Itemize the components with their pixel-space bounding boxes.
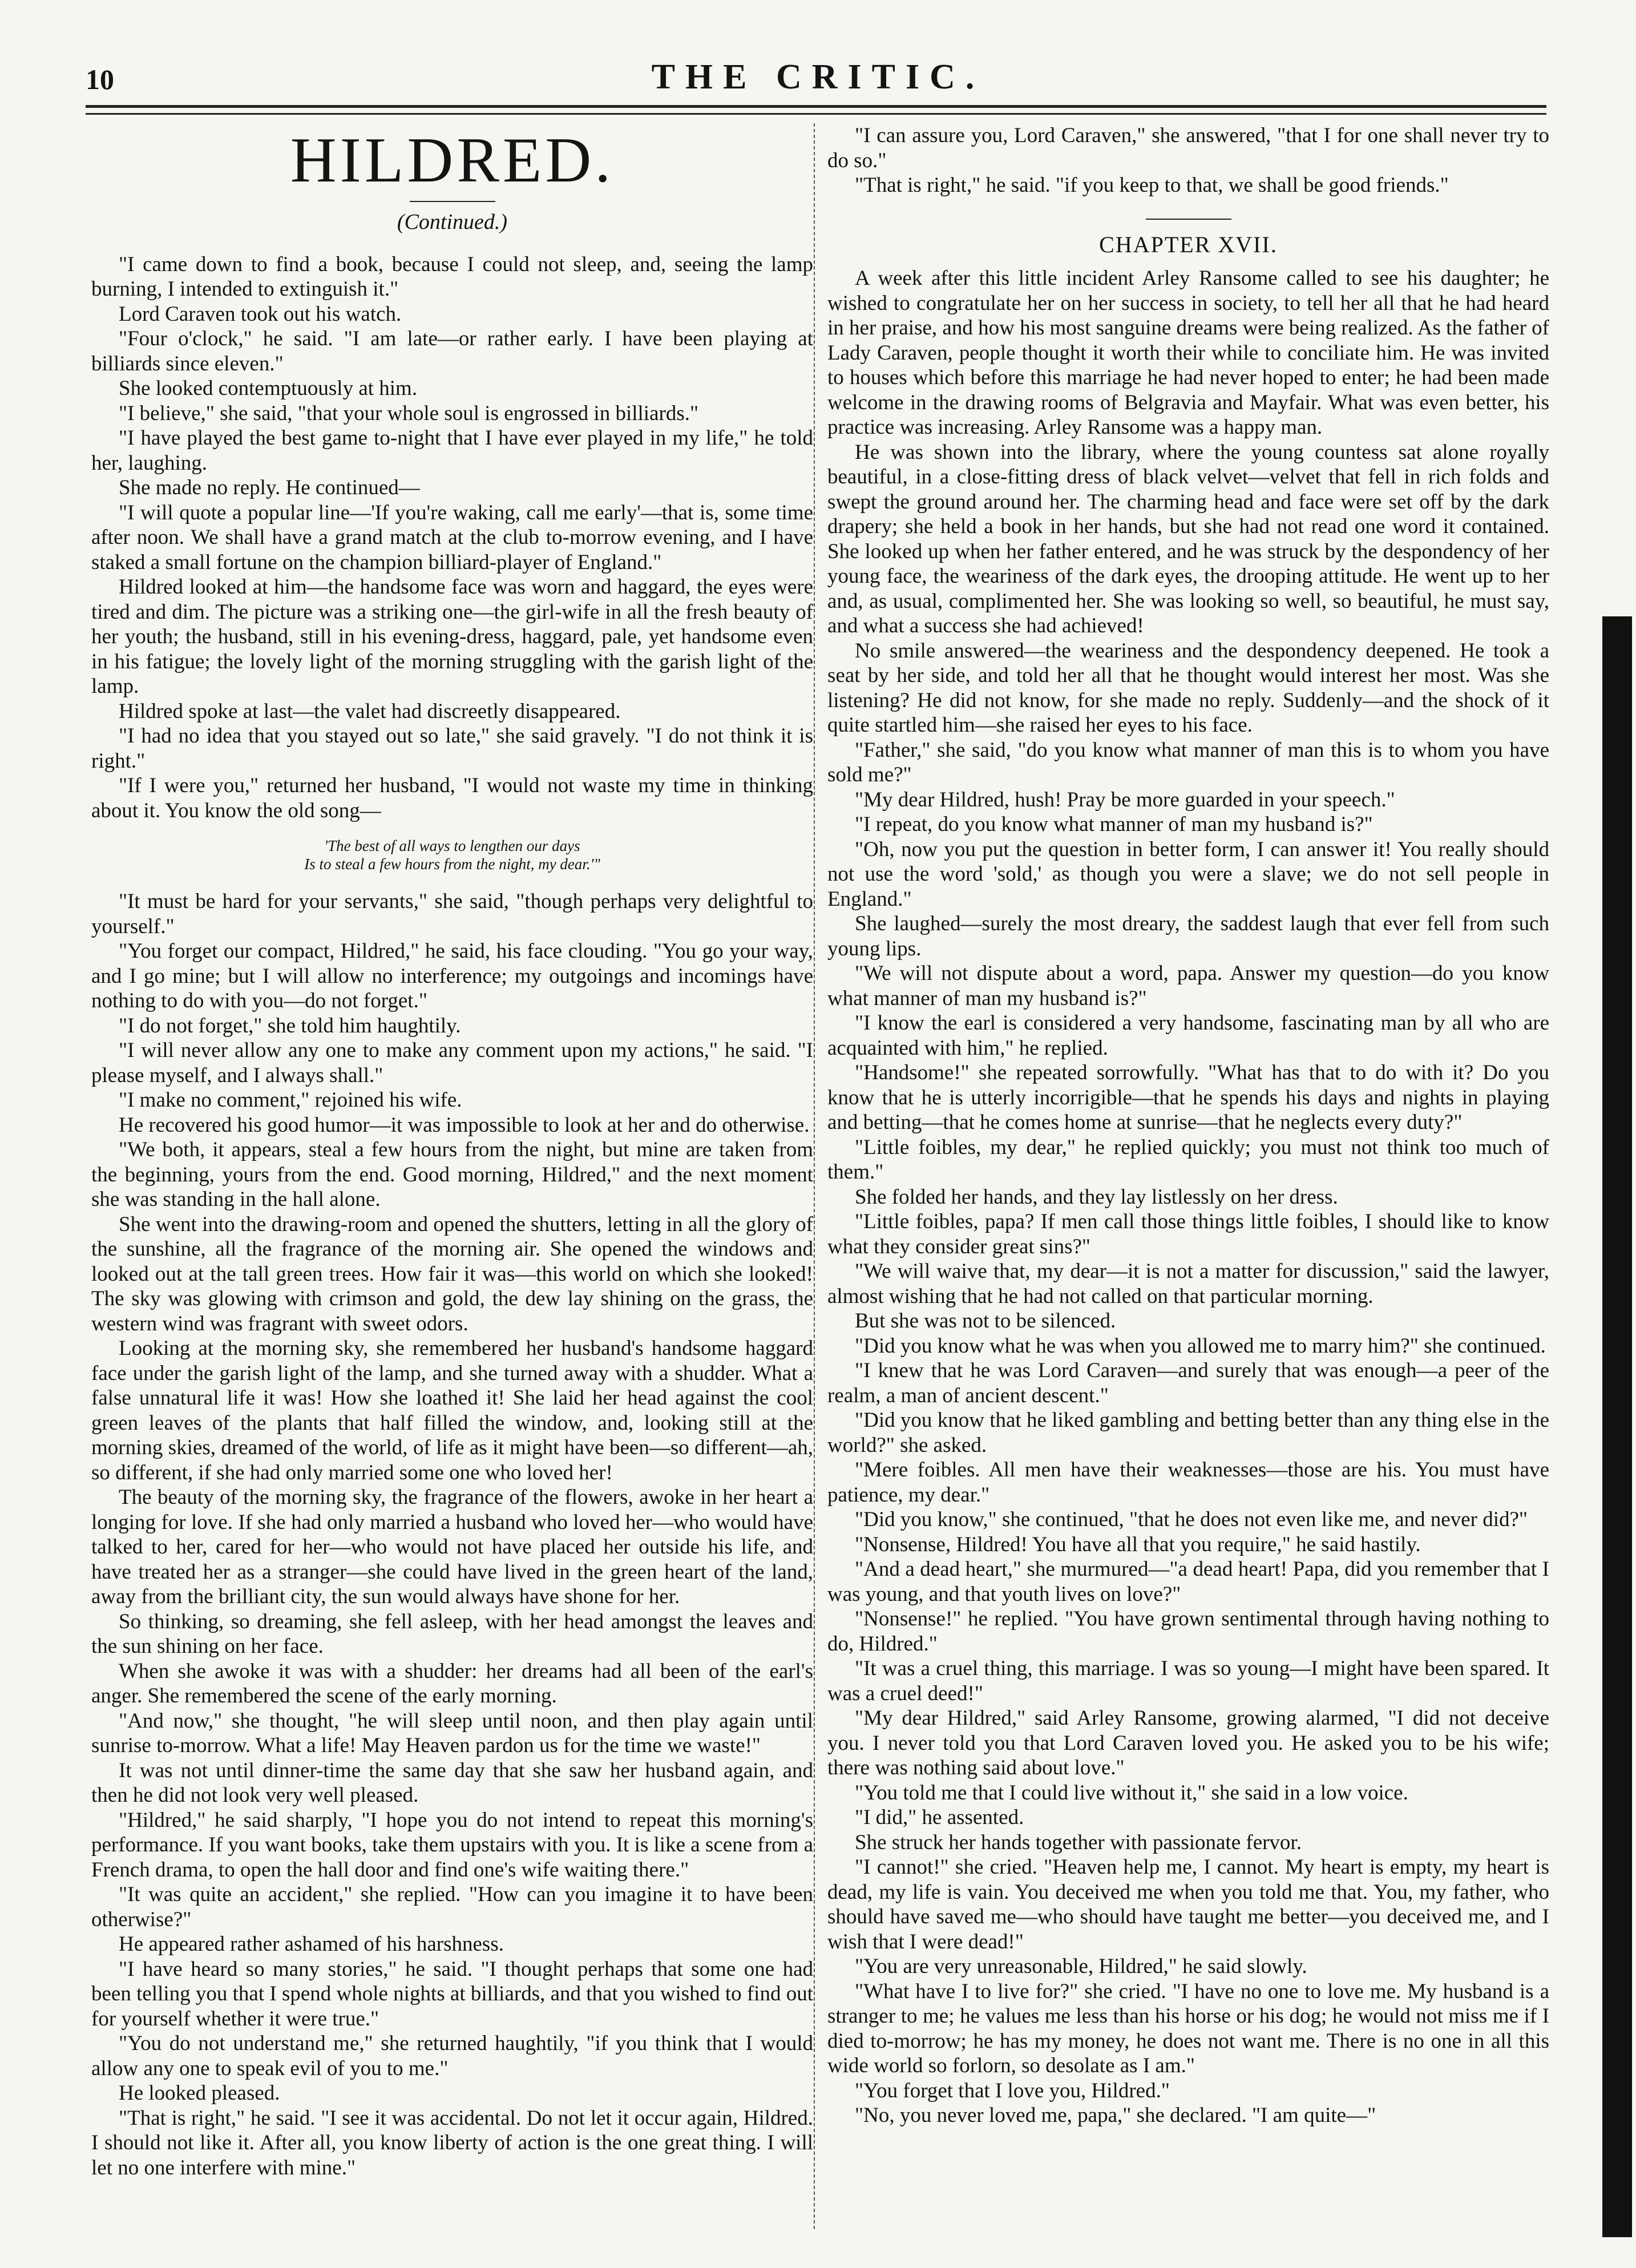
paragraph: He looked pleased. [119,2081,280,2105]
paragraph: "I came down to find a book, because I could not sleep, and, seeing the lamp burning, I intended to extinguish it." [91,252,813,301]
right-column [827,123,1549,2128]
paragraph: She laughed—surely the most dreary, the saddest laugh that ever fell from such young lips. [827,912,1549,961]
right-paragraphs-before-chapter [827,123,1549,198]
paragraph: "You do not understand me," she returned haughtily, "if you think that I would allow any one to speak evil of you to me." [91,2032,813,2080]
page-number: 10 [86,63,114,95]
continued-note: (Continued.) [397,210,508,234]
paragraph: "And a dead heart," she murmured—"a dead heart! Papa, did you remember that I was young, and that youth lives on love?" [827,1557,1549,1606]
paragraph: "Handsome!" she repeated sorrowfully. "What has that to do with it? Do you know that he is utterly incorrigible—that he spends his days and nights in playing and betting—that he comes home at sunrise—that he neglects every duty?" [827,1061,1549,1134]
publication-title: THE CRITIC. [651,58,985,96]
paragraph: "What have I to live for?" she cried. "I have no one to love me. My husband is a stranger to me; he values me less than his horse or his dog; he would not miss me if I died to-morrow; he has my money, he does not want me. There is no one in all this wide world so forlorn, so desolate as I am." [827,1979,1549,2077]
paragraph: When she awoke it was with a shudder: her dreams had all been of the earl's anger. She remembered the scene of the early morning. [91,1659,813,1708]
paragraph: Lord Caraven took out his watch. [119,302,402,326]
paragraph: "I repeat, do you know what manner of man my husband is?" [855,813,1373,836]
paragraph: "That is right," he said. "if you keep to that, we shall be good friends." [855,173,1449,197]
paragraph: She went into the drawing-room and opened the shutters, letting in all the glory of the sunshine, all the fragrance of the morning air. She opened the windows and looked out at the tall green trees. How fair it was—this world on which she looked! The sky was glowing with crimson and gold, the dew lay shining on the grass, the western wind was fragrant with sweet odors. [91,1212,813,1335]
header-rule-thick [86,105,1546,108]
paragraph: "I have played the best game to-night that I have ever played in my life," he told her, laughing. [91,426,813,475]
chapter-heading: CHAPTER XVII. [1099,231,1278,257]
paragraph: Hildred looked at him—the handsome face was worn and haggard, the eyes were tired and dim. The picture was a striking one—the girl-wife in all the fresh beauty of her youth; the husband, still in his evening-dress, haggard, pale, yet handsome even in his fatigue; the lovely light of the morning struggling with the garish light of the lamp. [91,575,813,698]
paragraph: "I had no idea that you stayed out so late," she said gravely. "I do not think it is right." [91,724,813,773]
paragraph: "My dear Hildred," said Arley Ransome, growing alarmed, "I did not deceive you. I never told you that Lord Caraven loved you. He asked you to be his wife; there was nothing said about love." [827,1706,1549,1779]
paragraph: "We will not dispute about a word, papa. Answer my question—do you know what manner of man my husband is?" [827,962,1549,1010]
paragraph: "You told me that I could live without it," she said in a low voice. [855,1781,1408,1805]
paragraph: "I will quote a popular line—'If you're waking, call me early'—that is, some time after noon. We shall have a grand match at the club to-morrow evening, and I have staked a small fortune on the champion billiard-player of England." [91,501,813,574]
paragraph: A week after this little incident Arley Ransome called to see his daughter; he wished to congratulate her on her success in society, to tell her all that he had heard in her praise, and how his most sanguine dreams were being realized. As the father of Lady Caraven, people thought it worth their while to conciliate him. He was invited to houses which before this marriage he had never hoped to enter; he had been made welcome in the drawing rooms of Belgravia and Mayfair. What was even better, his practice was increasing. Arley Ransome was a happy man. [827,267,1549,439]
paragraph: So thinking, so dreaming, she fell asleep, with her head amongst the leaves and the sun shining on her face. [91,1609,813,1658]
paragraph: "You forget that I love you, Hildred." [855,2079,1170,2102]
paragraph: "I will never allow any one to make any comment upon my actions," he said. "I please myself, and I always shall." [91,1039,813,1087]
paragraph: "I believe," she said, "that your whole soul is engrossed in billiards." [119,401,699,425]
left-column [91,123,813,2180]
left-paragraphs-after-verse [91,889,813,2180]
paragraph: "No, you never loved me, papa," she declared. "I am quite—" [855,2104,1376,2127]
paragraph: She looked contemptuously at him. [119,377,418,400]
paragraph: "Little foibles, papa? If men call those things little foibles, I should like to know what they consider great sins?" [827,1210,1549,1258]
scan-edge-shadow [1602,616,1632,2237]
paragraph: "Little foibles, my dear," he replied quickly; you must not think too much of them." [827,1135,1549,1184]
paragraph: "Oh, now you put the question in better form, I can answer it! You really should not use the word 'sold,' as though you were a slave; we do not sell people in England." [827,837,1549,911]
paragraph: He was shown into the library, where the young countess sat alone royally beautiful, in a close-fitting dress of black velvet—velvet that fell in rich folds and swept the ground around her. The charming head and face were set off by the dark drapery; she held a book in her hands, but she had not read one word it contained. She looked up when her father entered, and he was struck by the despondency of her young face, the weariness of the dark eyes, the drooping attitude. He went up to her and, as usual, complimented her. She was looking so well, so beautiful, he must say, and what a success she had achieved! [827,440,1549,637]
paragraph: She struck her hands together with passionate fervor. [855,1830,1302,1854]
paragraph: He appeared rather ashamed of his harshness. [119,1932,504,1956]
verse-line: 'The best of all ways to lengthen our days [324,837,580,854]
title-rule [410,201,495,202]
verse-line: Is to steal a few hours from the night, my dear.'" [304,855,600,873]
paragraph: "It was quite an accident," she replied. "How can you imagine it to have been otherwise?" [91,1883,813,1931]
paragraph: "We both, it appears, steal a few hours from the night, but mine are taken from the beginning, yours from the end. Good morning, Hildred," and the next moment she was standing in the hall alone. [91,1138,813,1211]
paragraph: "You forget our compact, Hildred," he said, his face clouding. "You go your way, and I go mine; but I will allow no interference; my outgoings and incomings have nothing to do with you—do not forget." [91,939,813,1012]
paragraph: "I know the earl is considered a very handsome, fascinating man by all who are acquainted with him," he replied. [827,1011,1549,1060]
paragraph: "My dear Hildred, hush! Pray be more guarded in your speech." [855,788,1395,812]
chapter-rule [1146,219,1231,220]
paragraph: "Did you know what he was when you allowed me to marry him?" she continued. [855,1334,1546,1358]
paragraph: "It must be hard for your servants," she said, "though perhaps very delightful to yourself." [91,890,813,938]
paragraph: "I make no comment," rejoined his wife. [119,1088,462,1112]
paragraph: "I cannot!" she cried. "Heaven help me, I cannot. My heart is empty, my heart is dead, my life is vain. You deceived me when you told me that. You, my father, who should have saved me—who should have taught me better—you deceived me, and I wish that I were dead!" [827,1855,1549,1954]
paragraph: "Did you know," she continued, "that he does not even like me, and never did?" [855,1508,1528,1531]
paragraph: It was not until dinner-time the same day that she saw her husband again, and then he did not look very well pleased. [91,1758,813,1807]
paragraph: "I have heard so many stories," he said. "I thought perhaps that some one had been telling you that I spend whole nights at billiards, and that you wished to find out for yourself whether it were true." [91,1957,813,2031]
paragraph: She folded her hands, and they lay listlessly on her dress. [855,1185,1338,1209]
left-paragraphs-before-verse [91,252,813,824]
paragraph: "It was a cruel thing, this marriage. I was so young—I might have been spared. It was a cruel deed!" [827,1657,1549,1705]
paragraph: "Mere foibles. All men have their weaknesses—those are his. You must have patience, my dear." [827,1458,1549,1507]
paragraph: "Hildred," he said sharply, "I hope you do not intend to repeat this morning's performance. If you want books, take them upstairs with you. It is like a scene from a French drama, to open the hall door and find one's wife waiting there." [91,1808,813,1882]
paragraph: "I can assure you, Lord Caraven," she answered, "that I for one shall never try to do so." [827,124,1549,172]
paragraph: "Father," she said, "do you know what manner of man this is to whom you have sold me?" [827,738,1549,786]
paragraph: She made no reply. He continued— [119,476,420,499]
paragraph: No smile answered—the weariness and the despondency deepened. He took a seat by her side, and told her all that he thought would interest her most. Was she listening? He did not know, for she made no reply. Suddenly—and the shock of it quite startled him—she raised her eyes to his face. [827,639,1549,737]
header-rule-thin [86,113,1546,115]
verse-quote [91,837,813,873]
story-title: HILDRED. [290,125,615,196]
right-paragraphs-after-chapter [827,266,1549,2128]
paragraph: The beauty of the morning sky, the fragrance of the flowers, awoke in her heart a longing for love. If she had only married a husband who loved her—who would have talked to her, cared for her—who would not have placed her outside his life, and have treated her as a stranger—she could have lived in the green heart of the land, away from the brilliant city, the sun would always have shone for her. [91,1486,813,1608]
paragraph: "And now," she thought, "he will sleep until noon, and then play again until sunrise to-morrow. What a life! May Heaven pardon us for the time we waste!" [91,1709,813,1757]
paragraph: "Did you know that he liked gambling and betting better than any thing else in the world?" she asked. [827,1409,1549,1457]
paragraph: "Nonsense!" he replied. "You have grown sentimental through having nothing to do, Hildred." [827,1607,1549,1656]
column-divider [814,123,815,2229]
paragraph: "I did," he assented. [855,1806,1024,1829]
paragraph: "That is right," he said. "I see it was accidental. Do not let it occur again, Hildred. I should not like it. After all, you know liberty of action is the one great thing. I will let no one interfere with mine." [91,2106,813,2180]
paragraph: "If I were you," returned her husband, "I would not waste my time in thinking about it. You know the old song— [91,774,813,822]
paragraph: "I do not forget," she told him haughtily. [119,1014,461,1038]
paragraph: Hildred spoke at last—the valet had discreetly disappeared. [119,699,621,723]
paragraph: But she was not to be silenced. [855,1309,1116,1333]
paragraph: "I knew that he was Lord Caraven—and surely that was enough—a peer of the realm, a man of ancient descent." [827,1359,1549,1407]
paragraph: Looking at the morning sky, she remembered her husband's handsome haggard face under the garish light of the lamp, and she turned away with a shudder. What a false unnatural life it was! How she loathed it! She laid her head against the cool green leaves of the plants that half filled the window, and, looking still at the morning skies, dreamed of the world, of life as it might have been—so different—ah, so different, if she had only married some one who loved her! [91,1337,813,1484]
paragraph: "We will waive that, my dear—it is not a matter for discussion," said the lawyer, almost wishing that he had not called on that particular morning. [827,1260,1549,1308]
paragraph: "Nonsense, Hildred! You have all that you require," he said hastily. [855,1532,1421,1556]
paragraph: He recovered his good humor—it was impossible to look at her and do otherwise. [119,1113,810,1137]
paragraph: "You are very unreasonable, Hildred," he said slowly. [855,1955,1307,1978]
paragraph: "Four o'clock," he said. "I am late—or rather early. I have been playing at billiards since eleven." [91,327,813,376]
